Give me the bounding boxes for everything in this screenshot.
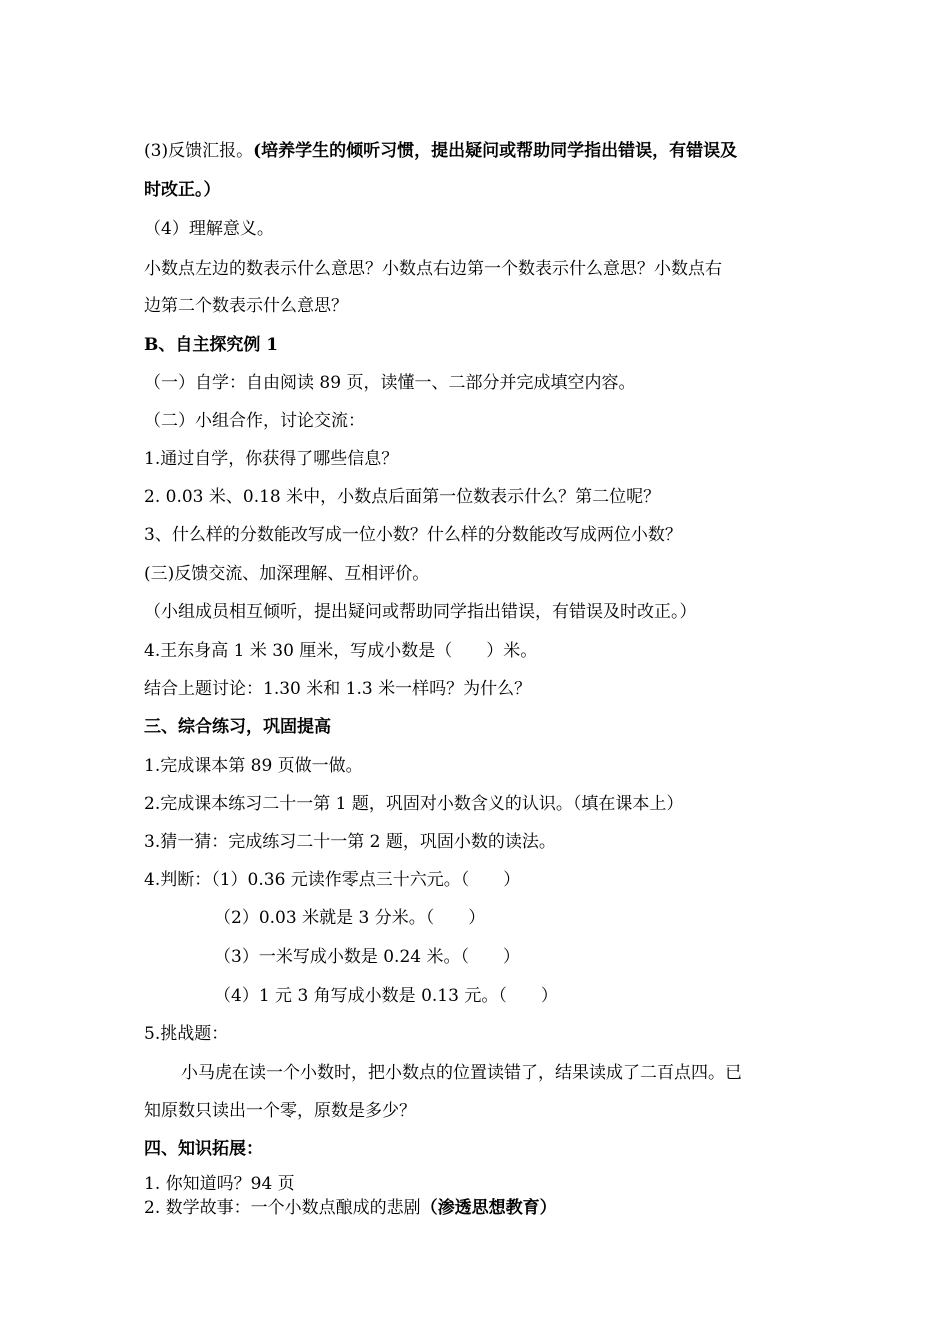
- line-9: 1.通过自学，你获得了哪些信息？: [144, 449, 399, 469]
- line-18: 2.完成课本练习二十一第 1 题，巩固对小数含义的认识。（填在课本上）: [144, 794, 684, 814]
- line-26: 知原数只读出一个零，原数是多少？: [144, 1101, 416, 1121]
- line-23: （4）1 元 3 角写成小数是 0.13 元。（ ）: [214, 986, 558, 1006]
- section-heading-4: 四、知识拓展：: [144, 1139, 263, 1159]
- line-1: [144, 136, 737, 161]
- line-25: 小马虎在读一个小数时，把小数点的位置读错了，结果读成了二百点四。已: [181, 1063, 742, 1083]
- feedback-report-label: (3)反馈汇报。: [144, 141, 254, 161]
- line-29: [144, 1193, 557, 1218]
- line-3: （4）理解意义。: [144, 219, 274, 239]
- line-11: 3、什么样的分数能改写成一位小数？什么样的分数能改写成两位小数？: [144, 525, 682, 545]
- line-24: 5.挑战题：: [144, 1024, 229, 1044]
- line-15: 结合上题讨论：1.30 米和 1.3 米一样吗？为什么？: [144, 679, 532, 699]
- line-5: 边第二个数表示什么意思？: [144, 296, 348, 316]
- line-28: 1. 你知道吗？94 页: [144, 1174, 295, 1194]
- line-7: （一）自学：自由阅读 89 页，读懂一、二部分并完成填空内容。: [144, 373, 636, 393]
- line-17: 1.完成课本第 89 页做一做。: [144, 756, 363, 776]
- line-20: 4.判断：（1）0.36 元读作零点三十六元。（ ）: [144, 870, 521, 890]
- line-13: （小组成员相互倾听，提出疑问或帮助同学指出错误，有错误及时改正。）: [144, 602, 697, 622]
- line-12: (三)反馈交流、加深理解、互相评价。: [144, 564, 430, 584]
- line-19: 3.猜一猜：完成练习二十一第 2 题，巩固小数的读法。: [144, 832, 556, 852]
- line-10: 2. 0.03 米、0.18 米中，小数点后面第一位数表示什么？第二位呢？: [144, 487, 661, 507]
- line-2: 时改正。）: [144, 180, 221, 200]
- section-heading-b: B、自主探究例 1: [144, 335, 279, 355]
- feedback-report-note: (培养学生的倾听习惯，提出疑问或帮助同学指出错误，有错误及: [253, 141, 738, 161]
- line-8: （二）小组合作，讨论交流：: [144, 411, 365, 431]
- math-story-note: （渗透思想教育）: [420, 1198, 557, 1218]
- line-21: （2）0.03 米就是 3 分米。（ ）: [214, 908, 486, 928]
- section-heading-3: 三、综合练习，巩固提高: [144, 717, 331, 737]
- math-story-label: 2. 数学故事：一个小数点酿成的悲剧: [144, 1198, 421, 1218]
- line-4: 小数点左边的数表示什么意思？小数点右边第一个数表示什么意思？小数点右: [144, 259, 722, 279]
- line-14: 4.王东身高 1 米 30 厘米，写成小数是（ ）米。: [144, 641, 538, 661]
- line-22: （3）一米写成小数是 0.24 米。（ ）: [214, 947, 520, 967]
